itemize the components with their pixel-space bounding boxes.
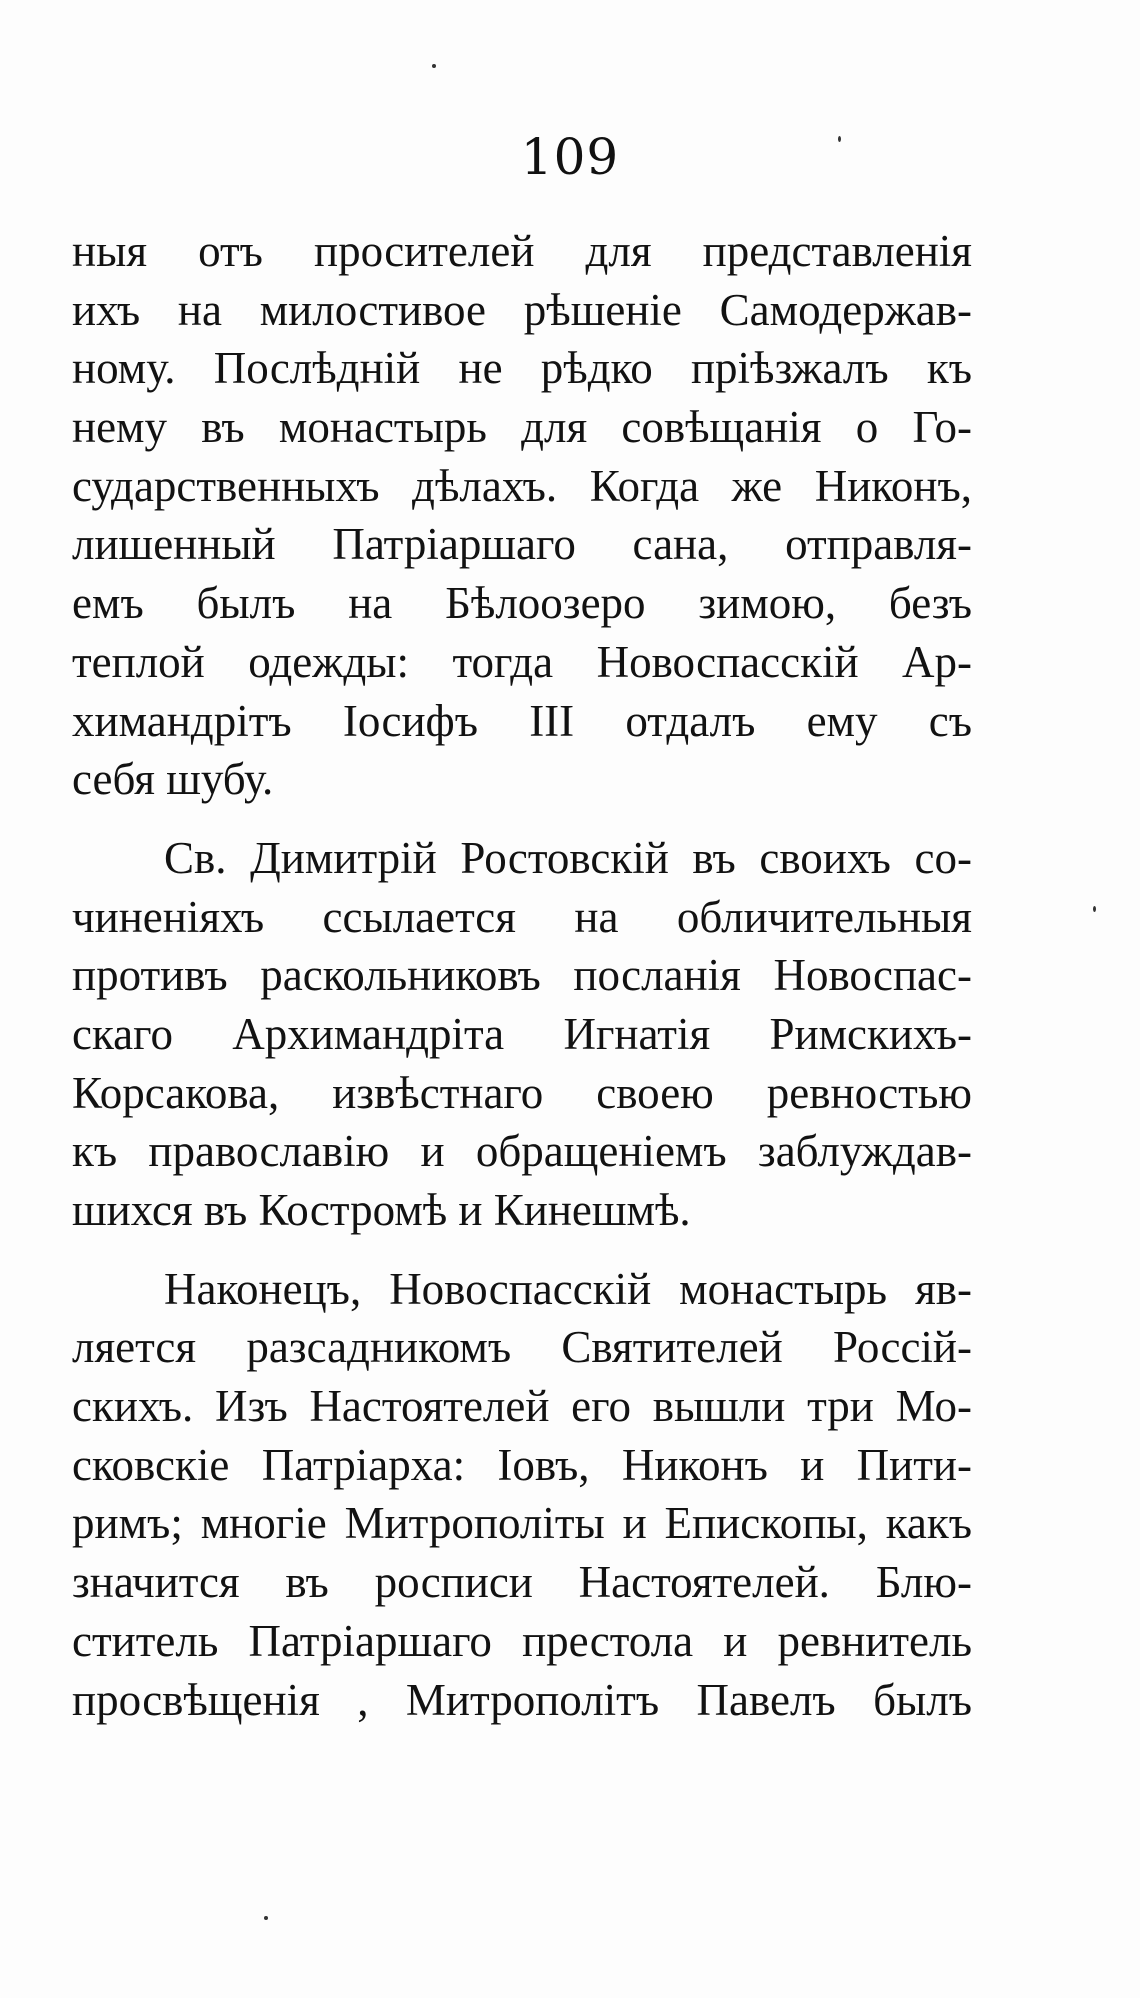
text-line: нему въ монастырь для совѣщанія о Го-	[72, 402, 972, 453]
text-line: Корсакова, извѣстнаго своею ревностью	[72, 1067, 972, 1118]
paragraph-gap	[72, 809, 972, 829]
text-line: сковскіе Патріарха: Іовъ, Никонъ и Пити-	[72, 1439, 972, 1490]
text-line: сударственныхъ дѣлахъ. Когда же Никонъ,	[72, 460, 972, 511]
text-line: ному. Послѣдній не рѣдко пріѣзжалъ къ	[72, 343, 972, 394]
text-line: ститель Патріаршаго престола и ревнитель	[72, 1615, 972, 1666]
scan-speck	[264, 1916, 268, 1920]
text-line: римъ; многіе Митрополіты и Епископы, какъ	[72, 1498, 972, 1549]
text-line: противъ раскольниковъ посланія Новоспас-	[72, 950, 972, 1001]
text-line: ныя отъ просителей для представленія	[72, 226, 972, 276]
scan-speck	[432, 64, 436, 68]
text-line: лишенный Патріаршаго сана, отправля-	[72, 519, 972, 570]
page-number: 109	[520, 128, 620, 186]
text-line: чиненіяхъ ссылается на обличительныя	[72, 891, 972, 942]
text-line: значится въ росписи Настоятелей. Блю-	[72, 1557, 972, 1608]
text-line: теплой одежды: тогда Новоспасскій Ар-	[72, 636, 972, 687]
text-line: скихъ. Изъ Настоятелей его вышли три Мо-	[72, 1381, 972, 1432]
text-line: Наконецъ, Новоспасскій монастырь яв-	[164, 1263, 972, 1314]
text-line: ихъ на милостивое рѣшеніе Самодержав-	[72, 284, 972, 335]
paragraph-gap	[72, 1240, 972, 1260]
scan-speck	[838, 136, 841, 142]
text-line: скаго Архимандріта Игнатія Римскихъ-	[72, 1008, 972, 1059]
text-line: Св. Димитрій Ростовскій въ своихъ со-	[164, 832, 972, 883]
text-line: къ православію и обращеніемъ заблуждав-	[72, 1126, 972, 1177]
text-line: себя шубу.	[72, 754, 274, 805]
text-line: шихся въ Костромѣ и Кинешмѣ.	[72, 1185, 691, 1235]
body-text	[72, 222, 972, 1729]
scan-speck	[1093, 906, 1096, 912]
text-line: ляется разсадникомъ Святителей Россій-	[72, 1322, 972, 1373]
text-line: просвѣщенія , Митрополітъ Павелъ былъ	[72, 1674, 972, 1725]
text-line: химандрітъ Іосифъ III отдалъ ему съ	[72, 695, 972, 746]
text-line: емъ былъ на Бѣлоозеро зимою, безъ	[72, 578, 972, 629]
